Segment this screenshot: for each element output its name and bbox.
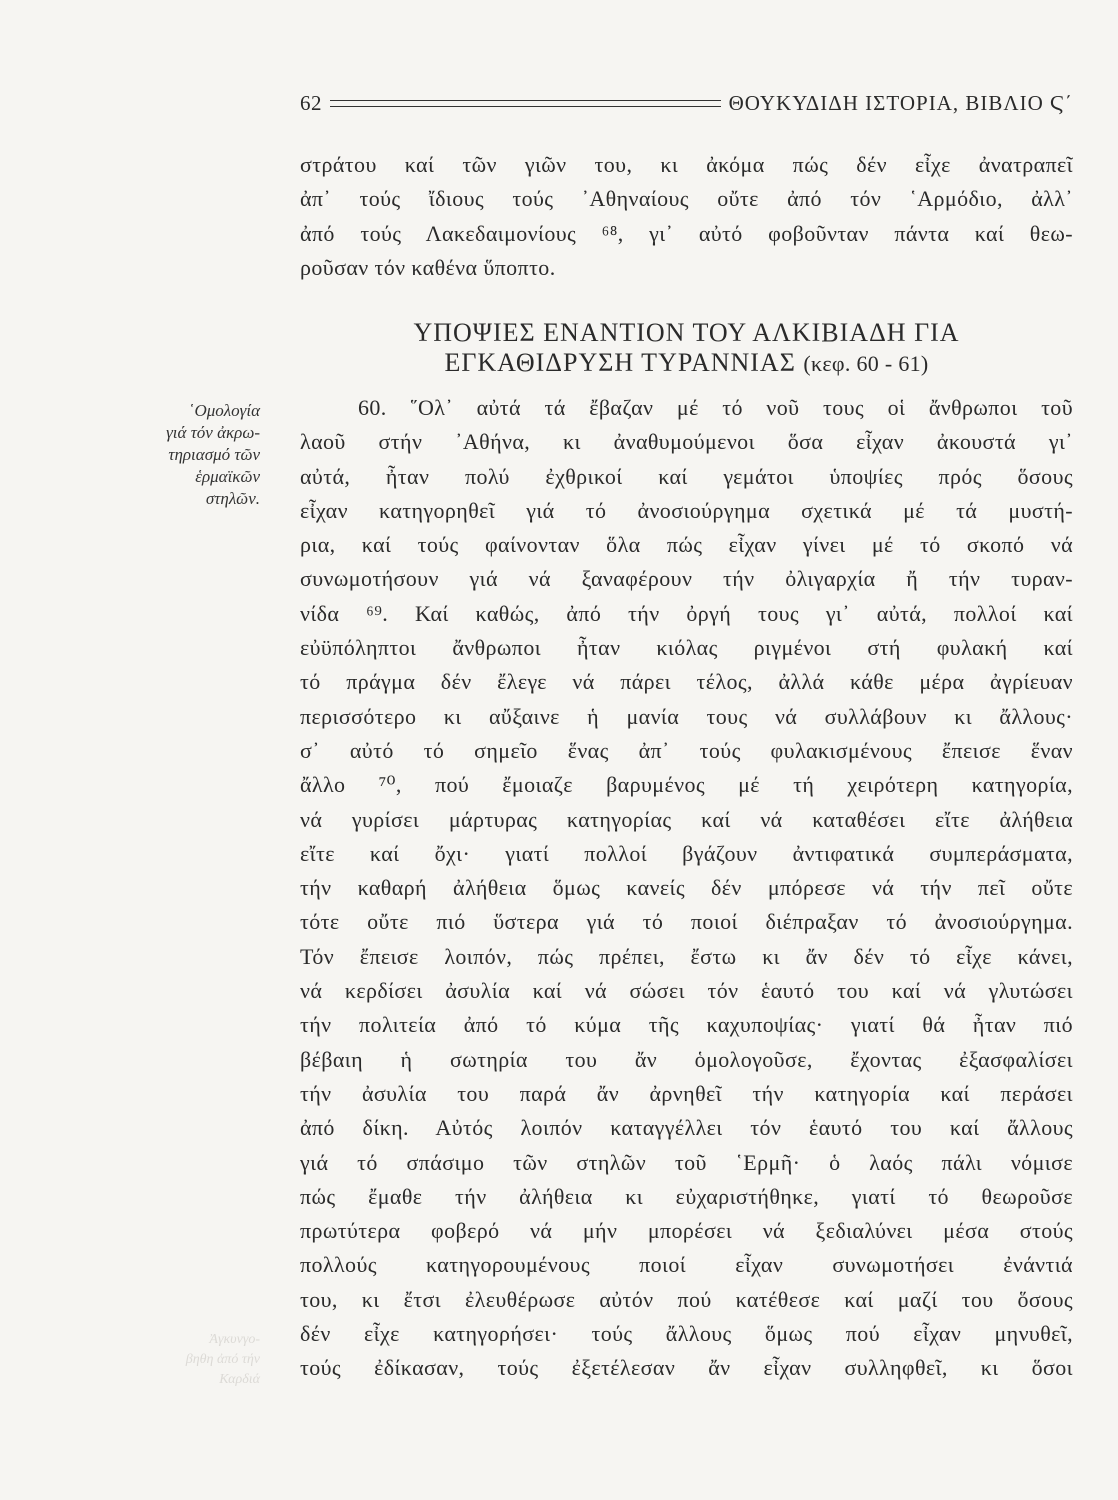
text-line: 60. ῞Ολ᾽ αὐτά τά ἔβαζαν μέ τό νοῦ τους οἱ ἄνθρωποι τοῦ: [358, 395, 1073, 420]
text-line: τότε οὔτε πιό ὕστερα γιά τό ποιοί διέπραξαν τό ἀνοσιούργημα.: [300, 909, 1073, 935]
text-line: τήν πολιτεία ἀπό τό κύμα τῆς καχυποψίας· γιατί θά ἦταν πιό: [300, 1012, 1073, 1038]
text-line: ἀπό τούς Λακεδαιμονίους ⁶⁸, γι᾽ αὐτό φοβοῦνταν πάντα καί θεω-: [300, 220, 1073, 246]
text-line: τό πράγμα δέν ἔλεγε νά πάρει τέλος, ἀλλά κάθε μέρα ἀγρίευαν: [300, 669, 1073, 695]
text-line: ρια, καί τούς φαίνονταν ὅλα πώς εἶχαν γίνει μέ τό σκοπό νά: [300, 532, 1073, 558]
margin-note-line: ἑρμαϊκῶν: [195, 467, 260, 486]
intro-paragraph: [300, 148, 1073, 285]
heading-title-part: ΕΓΚΑΘΙΔΡΥΣΗ ΤΥΡΑΝΝΙΑΣ: [444, 348, 796, 377]
ghost-note-line: Καρδιά: [219, 1372, 260, 1387]
text-line: πρωτύτερα φοβερό νά μήν μπορέσει νά ξεδιαλύνει μέσα στούς: [300, 1218, 1073, 1244]
bleed-through-margin-note: [120, 1330, 260, 1390]
text-line: λαοῦ στήν ᾿Αθήνα, κι ἀναθυμούμενοι ὅσα εἶχαν ἀκουστά γι᾽: [300, 429, 1073, 455]
text-line: του, κι ἔτσι ἐλευθέρωσε αὐτόν πού κατέθεσε καί μαζί του ὅσους: [300, 1286, 1073, 1312]
text-line: σ᾽ αὐτό τό σημεῖο ἕνας ἀπ᾽ τούς φυλακισμένους ἔπεισε ἕναν: [300, 737, 1073, 763]
margin-note-line: στηλῶν.: [205, 489, 260, 508]
margin-note-line: γιά τόν ἀκρω-: [166, 423, 260, 442]
text-line: συνωμοτήσουν γιά νά ξαναφέρουν τήν ὀλιγαρχία ἤ τήν τυραν-: [300, 566, 1073, 592]
text-line: δέν εἶχε κατηγορήσει· τούς ἄλλους ὅμως πού εἶχαν μηνυθεῖ,: [300, 1321, 1073, 1347]
text-line: τούς ἐδίκασαν, τούς ἐξετέλεσαν ἄν εἶχαν συλληφθεῖ, κι ὅσοι: [300, 1355, 1073, 1381]
header-double-rule: [330, 100, 721, 107]
page-number: 62: [300, 90, 322, 115]
text-line: τήν καθαρή ἀλήθεια ὅμως κανείς δέν μπόρεσε νά τήν πεῖ οὔτε: [300, 875, 1073, 901]
chapter-60-paragraph: [300, 391, 1073, 1386]
text-line: πολλούς κατηγορουμένους ποιοί εἶχαν συνωμοτήσει ἐνάντιά: [300, 1252, 1073, 1278]
text-line: νά γυρίσει μάρτυρας κατηγορίας καί νά καταθέσει εἴτε ἀλήθεια: [300, 806, 1073, 832]
text-line: πώς ἔμαθε τήν ἀλήθεια κι εὐχαριστήθηκε, γιατί τό θεωροῦσε: [300, 1183, 1073, 1209]
text-line: νά κερδίσει ἀσυλία καί νά σώσει τόν ἑαυτό του καί νά γλυτώσει: [300, 978, 1073, 1004]
heading-line-2: [300, 348, 1073, 379]
text-line: γιά τό σπάσιμο τῶν στηλῶν τοῦ ῾Ερμῆ· ὁ λαός πάλι νόμισε: [300, 1149, 1073, 1175]
text-line: Τόν ἔπεισε λοιπόν, πώς πρέπει, ἔστω κι ἄν δέν τό εἶχε κάνει,: [300, 943, 1073, 969]
text-line: αὐτά, ἦταν πολύ ἐχθρικοί καί γεμάτοι ὑποψίες πρός ὅσους: [300, 463, 1073, 489]
heading-line-1: ΥΠΟΨΙΕΣ ΕΝΑΝΤΙΟΝ ΤΟΥ ΑΛΚΙΒΙΑΔΗ ΓΙΑ: [413, 318, 960, 347]
running-header: [300, 88, 1073, 118]
text-line: ἀπό δίκη. Αὐτός λοιπόν καταγγέλλει τόν ἑαυτό του καί ἄλλους: [300, 1115, 1073, 1141]
margin-note-line: ῾Ομολογία: [188, 401, 260, 420]
margin-note-line: τηριασμό τῶν: [168, 445, 260, 464]
heading-chapters: (κεφ. 60 - 61): [803, 351, 929, 376]
text-line: ἀπ᾽ τούς ἴδιους τούς ᾿Αθηναίους οὔτε ἀπό τόν ῾Αρμόδιο, ἀλλ᾽: [300, 186, 1073, 212]
text-line: ροῦσαν τόν καθένα ὕποπτο.: [300, 254, 556, 280]
text-line: εἴτε καί ὄχι· γιατί πολλοί βγάζουν ἀντιφατικά συμπεράσματα,: [300, 840, 1073, 866]
text-line: ἄλλο ⁷⁰, πού ἔμοιαζε βαρυμένος μέ τή χειρότερη κατηγορία,: [300, 772, 1073, 798]
text-line: στράτου καί τῶν γιῶν του, κι ἀκόμα πώς δέν εἶχε ἀνατραπεῖ: [300, 152, 1073, 177]
text-line: νίδα ⁶⁹. Καί καθώς, ἀπό τήν ὀργή τους γι᾽ αὐτά, πολλοί καί: [300, 600, 1073, 626]
text-line: βέβαιη ἡ σωτηρία του ἄν ὁμολογοῦσε, ἔχοντας ἐξασφαλίσει: [300, 1046, 1073, 1072]
text-line: τήν ἀσυλία του παρά ἄν ἀρνηθεῖ τήν κατηγορία καί περάσει: [300, 1080, 1073, 1106]
text-line: εὐϋπόληπτοι ἄνθρωποι ἦταν κιόλας ριγμένοι στή φυλακή καί: [300, 635, 1073, 661]
text-line: εἶχαν κατηγορηθεῖ γιά τό ἀνοσιούργημα σχετικά μέ τά μυστή-: [300, 497, 1073, 523]
margin-note: [110, 400, 260, 510]
ghost-note-line: βηθη ἀπό τήν: [185, 1352, 260, 1367]
ghost-note-line: Ἀγκυνγο-: [209, 1332, 260, 1347]
section-heading: [300, 318, 1073, 379]
text-line: περισσότερο κι αὔξαινε ἡ μανία τους νά συλλάβουν κι ἄλλους·: [300, 703, 1073, 729]
running-title: ΘΟΥΚΥΔΙΔΗ ΙΣΤΟΡΙΑ, ΒΙΒΛΙΟ Ϛ΄: [728, 90, 1073, 115]
